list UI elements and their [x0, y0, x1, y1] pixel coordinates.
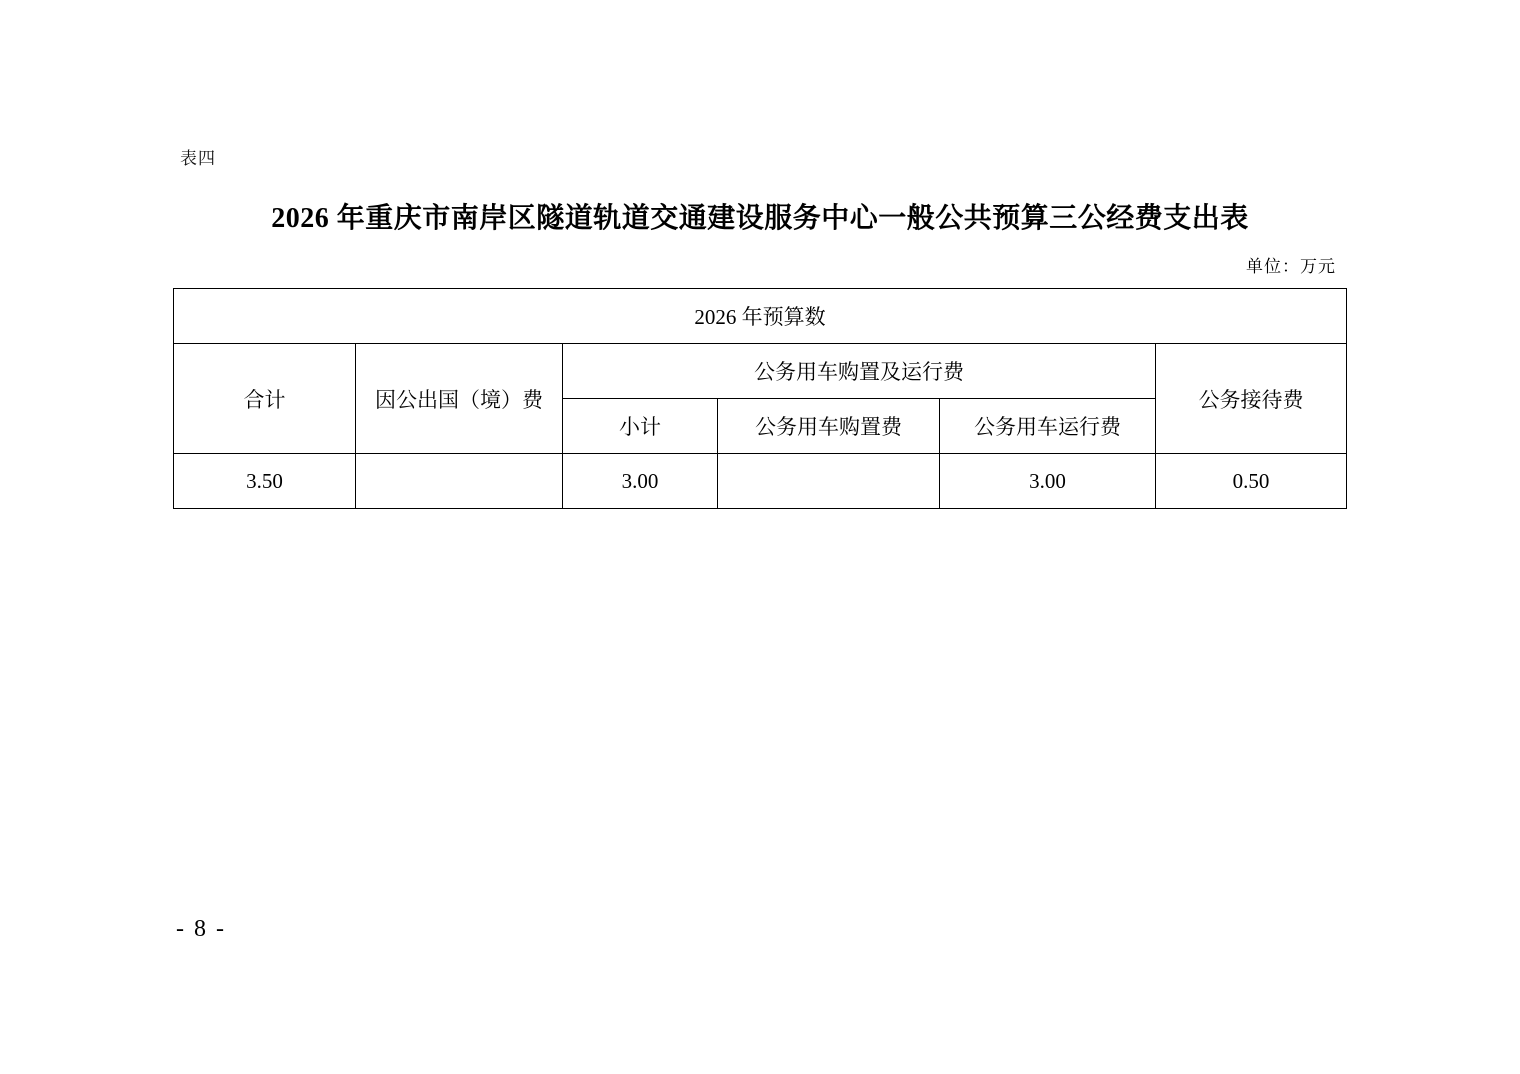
column-header-total: 合计	[174, 344, 356, 454]
table-row	[174, 344, 1347, 399]
column-header-vehicle-operation: 公务用车运行费	[940, 399, 1156, 454]
unit-note: 单位：万元	[1246, 257, 1336, 277]
table-row	[174, 454, 1347, 509]
page-number: - 8 -	[176, 916, 226, 942]
table-top-header: 2026 年预算数	[174, 289, 1347, 344]
column-header-abroad: 因公出国（境）费	[356, 344, 563, 454]
value-total: 3.50	[174, 454, 356, 509]
budget-table	[173, 288, 1347, 509]
column-header-reception: 公务接待费	[1156, 344, 1347, 454]
page-title: 2026 年重庆市南岸区隧道轨道交通建设服务中心一般公共预算三公经费支出表	[271, 203, 1249, 234]
column-header-vehicle-purchase: 公务用车购置费	[718, 399, 940, 454]
value-vehicle-subtotal: 3.00	[563, 454, 718, 509]
column-header-vehicle-group: 公务用车购置及运行费	[563, 344, 1156, 399]
value-abroad	[356, 454, 563, 509]
value-vehicle-operation: 3.00	[940, 454, 1156, 509]
column-header-vehicle-subtotal: 小计	[563, 399, 718, 454]
value-vehicle-purchase	[718, 454, 940, 509]
table-label: 表四	[180, 149, 216, 169]
table-row	[174, 289, 1347, 344]
value-reception: 0.50	[1156, 454, 1347, 509]
